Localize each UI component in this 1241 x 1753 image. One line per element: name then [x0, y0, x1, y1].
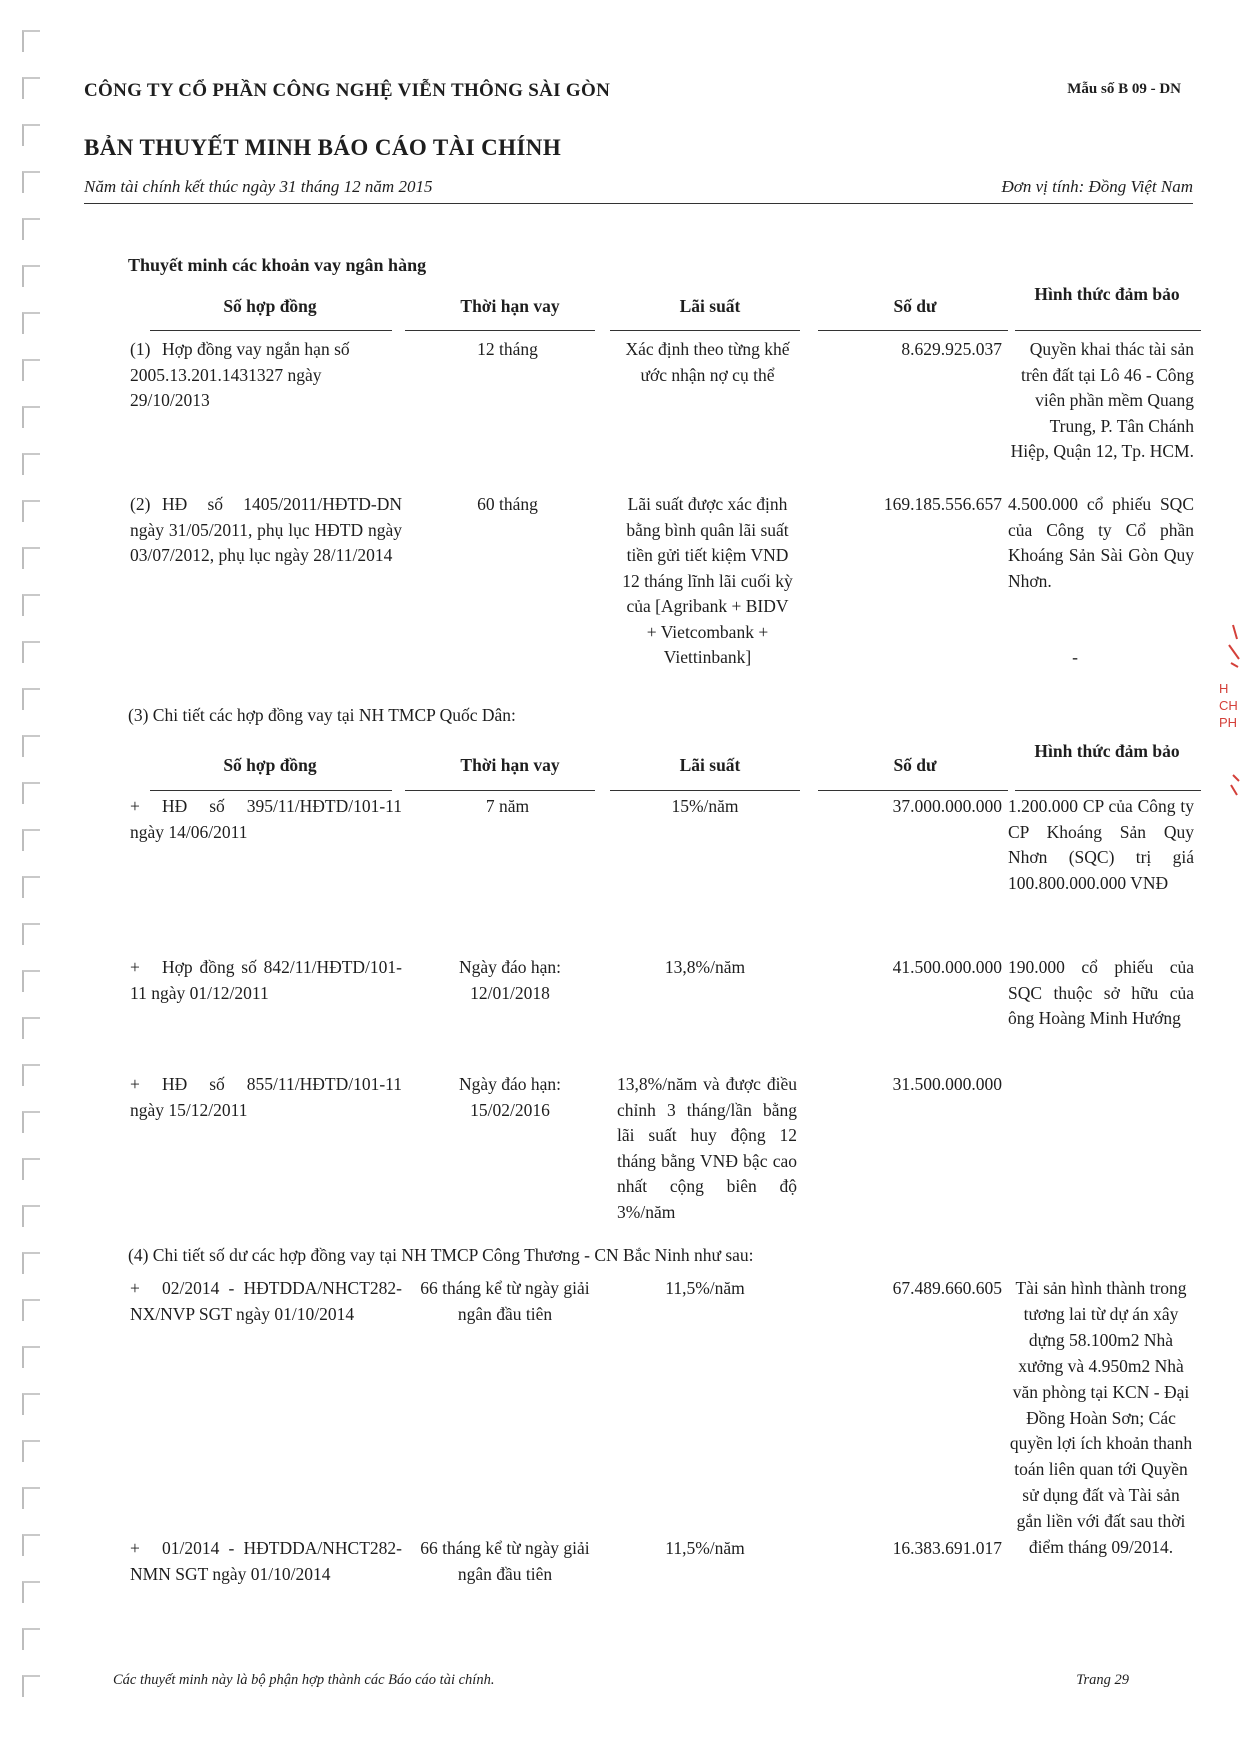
group4-heading: (4) Chi tiết số dư các hợp đồng vay tại NH TMCP Công Thương - CN Bắc Ninh như sau:: [128, 1245, 754, 1265]
binder-hole: [22, 970, 40, 992]
binder-hole: [22, 1440, 40, 1462]
binder-hole: [22, 829, 40, 851]
binder-hole: [22, 1581, 40, 1603]
footer-note: Các thuyết minh này là bộ phận hợp thành các Báo cáo tài chính.: [113, 1672, 495, 1688]
term-cell: Ngày đáo hạn: 15/02/2016: [458, 1074, 562, 1120]
col-contract: Số hợp đồng: [223, 296, 317, 316]
col-contract: Số hợp đồng: [223, 755, 317, 775]
contract-cell: [130, 955, 402, 1006]
contract-cell: [130, 337, 402, 414]
col-balance: Số dư: [893, 755, 937, 775]
binder-holes: [22, 30, 52, 1730]
contract-cell: [130, 492, 402, 569]
binder-hole: [22, 1158, 40, 1180]
binder-hole: [22, 1346, 40, 1368]
binder-hole: [22, 406, 40, 428]
stamp-text: H CH PH: [1219, 681, 1238, 730]
row-prefix: +: [130, 1074, 140, 1094]
term-cell: 12 tháng: [477, 339, 538, 359]
row-number: (2): [130, 494, 151, 514]
document-title: BẢN THUYẾT MINH BÁO CÁO TÀI CHÍNH: [84, 135, 562, 160]
binder-hole: [22, 312, 40, 334]
col-underline: [150, 330, 392, 331]
fiscal-year: Năm tài chính kết thúc ngày 31 tháng 12 năm 2015: [84, 177, 433, 196]
col-underline: [818, 330, 1008, 331]
binder-hole: [22, 1534, 40, 1556]
contract-text: Hợp đồng vay ngắn hạn số 2005.13.201.1431327 ngày 29/10/2013: [130, 339, 350, 410]
balance-cell: 31.500.000.000: [892, 1074, 1002, 1094]
binder-hole: [22, 1205, 40, 1227]
binder-hole: [22, 1675, 40, 1697]
rate-cell: Lãi suất được xác định bằng bình quân lãi suất tiền gửi tiết kiệm VND 12 tháng lĩnh lãi cuối kỳ của [Agribank + BIDV + Vietcombank + Viettinbank]: [622, 494, 793, 667]
binder-hole: [22, 876, 40, 898]
binder-hole: [22, 782, 40, 804]
balance-cell: 8.629.925.037: [901, 339, 1002, 359]
collateral-cell: Quyền khai thác tài sản trên đất tại Lô 46 - Công viên phần mềm Quang Trung, P. Tân Chánh Hiệp, Quận 12, Tp. HCM.: [1010, 339, 1194, 461]
col-underline: [405, 330, 595, 331]
rate-cell: 11,5%/năm: [665, 1278, 745, 1298]
term-cell: 66 tháng kể từ ngày giải ngân đầu tiên: [420, 1278, 590, 1324]
col-underline: [150, 790, 392, 791]
binder-hole: [22, 359, 40, 381]
term-cell: Ngày đáo hạn: 12/01/2018: [458, 957, 562, 1003]
binder-hole: [22, 1252, 40, 1274]
col-term: Thời hạn vay: [460, 755, 560, 775]
binder-hole: [22, 735, 40, 757]
rate-cell: 11,5%/năm: [665, 1538, 745, 1558]
col-rate: Lãi suất: [679, 755, 741, 775]
contract-text: HĐ số 855/11/HĐTD/101-11 ngày 15/12/2011: [130, 1074, 402, 1120]
form-code: Mẫu số B 09 - DN: [1067, 81, 1181, 97]
balance-cell: 37.000.000.000: [892, 796, 1002, 816]
contract-text: Hợp đồng số 842/11/HĐTD/101-11 ngày 01/12/2011: [130, 957, 402, 1003]
col-term: Thời hạn vay: [460, 296, 560, 316]
row-prefix: +: [130, 957, 140, 977]
col-underline: [1015, 330, 1201, 331]
contract-text: 02/2014 - HĐTDDA/NHCT282-NX/NVP SGT ngày 01/10/2014: [130, 1278, 402, 1324]
contract-text: HĐ số 395/11/HĐTD/101-11 ngày 14/06/2011: [130, 796, 402, 842]
rate-cell: 15%/năm: [671, 796, 739, 816]
binder-hole: [22, 1111, 40, 1133]
row-prefix: +: [130, 1278, 140, 1298]
balance-cell: 67.489.660.605: [892, 1278, 1002, 1298]
binder-hole: [22, 923, 40, 945]
col-collateral: Hình thức đảm bảo: [1034, 284, 1180, 304]
binder-hole: [22, 1299, 40, 1321]
col-underline: [610, 330, 800, 331]
col-rate: Lãi suất: [679, 296, 741, 316]
contract-text: 01/2014 - HĐTDDA/NHCT282-NMN SGT ngày 01/10/2014: [130, 1538, 402, 1584]
binder-hole: [22, 77, 40, 99]
dash-mark: -: [1072, 647, 1078, 667]
term-cell: 60 tháng: [477, 494, 538, 514]
header-divider: [84, 203, 1193, 204]
rate-cell: 13,8%/năm và được điều chỉnh 3 tháng/lần bằng lãi suất huy động 12 tháng bằng VNĐ bậc cao nhất cộng biên độ 3%/năm: [617, 1074, 797, 1222]
term-cell: 7 năm: [485, 796, 530, 816]
binder-hole: [22, 1628, 40, 1650]
group3-heading: (3) Chi tiết các hợp đồng vay tại NH TMCP Quốc Dân:: [128, 705, 516, 725]
binder-hole: [22, 688, 40, 710]
binder-hole: [22, 547, 40, 569]
binder-hole: [22, 218, 40, 240]
currency-unit: Đơn vị tính: Đồng Việt Nam: [1001, 177, 1193, 196]
binder-hole: [22, 594, 40, 616]
row-number: (1): [130, 339, 151, 359]
collateral-cell: 190.000 cổ phiếu của SQC thuộc sở hữu của ông Hoàng Minh Hướng: [1008, 957, 1194, 1028]
col-balance: Số dư: [893, 296, 937, 316]
contract-cell: [130, 1536, 402, 1587]
contract-text: HĐ số 1405/2011/HĐTD-DN ngày 31/05/2011, phụ lục HĐTD ngày 03/07/2012, phụ lục ngày 28/11/2014: [130, 494, 402, 565]
collateral-cell: 4.500.000 cổ phiếu SQC của Công ty Cổ phần Khoáng Sản Sài Gòn Quy Nhơn.: [1008, 494, 1194, 591]
section-heading: Thuyết minh các khoản vay ngân hàng: [128, 255, 427, 275]
balance-cell: 16.383.691.017: [892, 1538, 1002, 1558]
binder-hole: [22, 500, 40, 522]
binder-hole: [22, 171, 40, 193]
stamp-fragment: [1219, 605, 1241, 805]
balance-cell: 41.500.000.000: [892, 957, 1002, 977]
page-number: Trang 29: [1076, 1672, 1129, 1688]
binder-hole: [22, 124, 40, 146]
rate-cell: Xác định theo từng khế ước nhận nợ cụ thể: [625, 339, 790, 385]
binder-hole: [22, 453, 40, 475]
col-underline: [610, 790, 800, 791]
binder-hole: [22, 1017, 40, 1039]
binder-hole: [22, 1487, 40, 1509]
col-underline: [405, 790, 595, 791]
col-underline: [1015, 790, 1201, 791]
contract-cell: [130, 794, 402, 845]
binder-hole: [22, 30, 40, 52]
binder-hole: [22, 1393, 40, 1415]
contract-cell: [130, 1072, 402, 1123]
collateral-cell: 1.200.000 CP của Công ty CP Khoáng Sản Quy Nhơn (SQC) trị giá 100.800.000.000 VNĐ: [1008, 796, 1194, 893]
binder-hole: [22, 265, 40, 287]
binder-hole: [22, 641, 40, 663]
col-underline: [818, 790, 1008, 791]
term-cell: 66 tháng kể từ ngày giải ngân đầu tiên: [420, 1538, 590, 1584]
col-collateral: Hình thức đảm bảo: [1034, 741, 1180, 761]
company-name: CÔNG TY CỔ PHẦN CÔNG NGHỆ VIỄN THÔNG SÀI GÒN: [84, 80, 611, 101]
row-prefix: +: [130, 1538, 140, 1558]
contract-cell: [130, 1276, 402, 1327]
row-prefix: +: [130, 796, 140, 816]
rate-cell: 13,8%/năm: [664, 957, 746, 977]
binder-hole: [22, 1064, 40, 1086]
balance-cell: 169.185.556.657: [883, 494, 1002, 514]
collateral-cell: Tài sản hình thành trong tương lai từ dự án xây dựng 58.100m2 Nhà xưởng và 4.950m2 Nhà văn phòng tại KCN - Đại Đồng Hoàn Sơn; Các quyền lợi ích khoản thanh toán liên quan tới Quyền sử dụng đất và Tài sản gắn liền với đất sau thời điểm tháng 09/2014.: [1009, 1278, 1193, 1558]
